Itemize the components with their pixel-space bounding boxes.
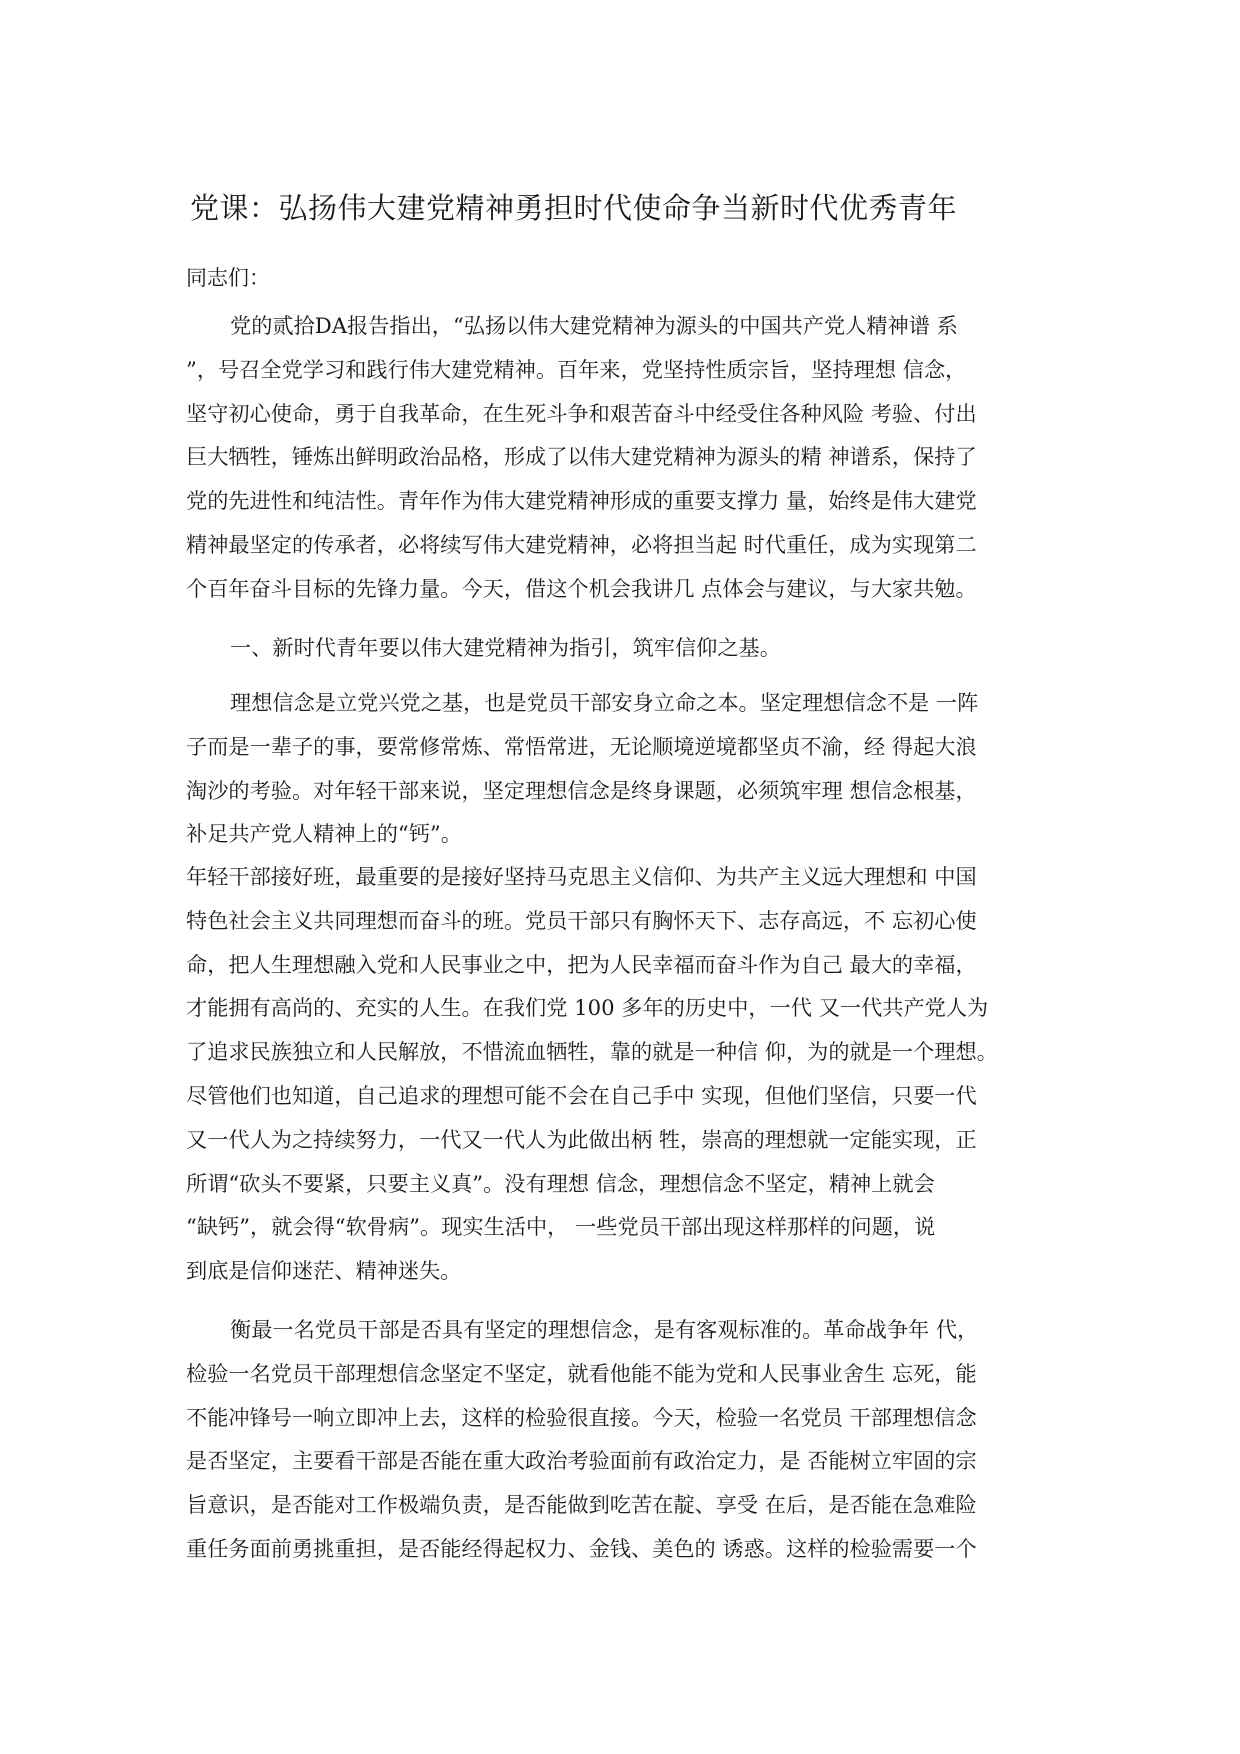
paragraph-line: 到底是信仰迷茫、精神迷失。 bbox=[186, 1258, 462, 1284]
paragraph-line: 是否坚定，主要看干部是否能在重大政治考验面前有政治定力，是 否能树立牢固的宗 bbox=[186, 1448, 977, 1474]
paragraph-ideals bbox=[186, 688, 1066, 863]
paragraph-line: 重任务面前勇挑重担，是否能经得起权力、金钱、美色的 诱惑。这样的检验需要一个 bbox=[186, 1535, 977, 1561]
paragraph-line: 了追求民族独立和人民解放，不惜流血牺牲，靠的就是一种信 仰，为的就是一个理想。 bbox=[186, 1039, 998, 1065]
paragraph-line: 党的贰拾DA报告指出，“弘扬以伟大建党精神为源头的中国共产党人精神谱 系 bbox=[230, 313, 958, 338]
paragraph-line: 理想信念是立党兴党之基，也是党员干部安身立命之本。坚定理想信念不是 一阵 bbox=[230, 690, 979, 715]
paragraph-line: 旨意识，是否能对工作极端负责，是否能做到吃苦在靛、享受 在后，是否能在急难险 bbox=[186, 1492, 977, 1518]
paragraph-line: 特色社会主义共同理想而奋斗的班。党员干部只有胸怀天下、志存高远，不 忘初心使 bbox=[186, 907, 977, 933]
paragraph-line: 个百年奋斗目标的先锋力量。今天，借这个机会我讲几 点体会与建议，与大家共勉。 bbox=[186, 575, 977, 601]
paragraph-standards bbox=[186, 1315, 1066, 1578]
paragraph-line: 又一代人为之持续努力，一代又一代人为此做出柄 牲，崇高的理想就一定能实现，正 bbox=[186, 1126, 977, 1152]
paragraph-line: 衡最一名党员干部是否具有坚定的理想信念，是有客观标准的。革命战争年 代， bbox=[230, 1317, 979, 1342]
paragraph-line: 尽管他们也知道，自己追求的理想可能不会在自己手中 实现，但他们坚信，只要一代 bbox=[186, 1082, 977, 1108]
paragraph-line: “缺钙”，就会得“软骨病”。现实生活中， 一些党员干部出现这样那样的问题，说 bbox=[186, 1214, 936, 1240]
paragraph-line: 子而是一辈子的事，要常修常炼、常悟常进，无论顺境逆境都坚贞不渝，经 得起大浪 bbox=[186, 733, 977, 759]
section-heading bbox=[186, 633, 1066, 677]
paragraph-line: 坚守初心使命，勇于自我革命，在生死斗争和艰苦奋斗中经受住各种风险 考验、付出 bbox=[186, 400, 977, 426]
paragraph-line: 所谓“砍头不要紧，只要主义真”。没有理想 信念，理想信念不坚定，精神上就会 bbox=[186, 1170, 935, 1196]
paragraph-line: 命，把人生理想融入党和人民事业之中，把为人民幸福而奋斗作为自己 最大的幸福， bbox=[186, 951, 977, 977]
section-heading-text: 一、新时代青年要以伟大建党精神为指引，筑牢信仰之基。 bbox=[230, 635, 781, 660]
paragraph-line: 巨大牺牲，锤炼出鲜明政治品格，形成了以伟大建党精神为源头的精 神谱系，保持了 bbox=[186, 444, 977, 470]
paragraph-line: 不能冲锋号一响立即冲上去，这样的检验很直接。今天，检验一名党员 干部理想信念 bbox=[186, 1404, 977, 1430]
paragraph-line: 检验一名党员干部理想信念坚定不坚定，就看他能不能为党和人民事业舍生 忘死，能 bbox=[186, 1360, 977, 1386]
paragraph-line: 淘沙的考验。对年轻干部来说，坚定理想信念是终身课题，必须筑牢理 想信念根基， bbox=[186, 777, 977, 803]
salutation: 同志们： bbox=[186, 266, 270, 290]
paragraph-line: ”，号召全党学习和践行伟大建党精神。百年来，党坚持性质宗旨，坚持理想 信念， bbox=[186, 356, 967, 382]
paragraph-intro bbox=[186, 311, 1066, 618]
paragraph-line: 精神最坚定的传承者，必将续写伟大建党精神，必将担当起 时代重任，成为实现第二 bbox=[186, 531, 977, 557]
document-title: 党课：弘扬伟大建党精神勇担时代使命争当新时代优秀青年 bbox=[190, 191, 958, 225]
paragraph-line: 党的先进性和纯洁性。青年作为伟大建党精神形成的重要支撑力 量，始终是伟大建党 bbox=[186, 488, 977, 514]
paragraph-line: 才能拥有高尚的、充实的人生。在我们党 100 多年的历史中，一代 又一代共产党人为 bbox=[186, 995, 989, 1021]
paragraph-line: 年轻干部接好班，最重要的是接好坚持马克思主义信仰、为共产主义远大理想和 中国 bbox=[186, 864, 977, 889]
paragraph-succession bbox=[186, 862, 1066, 1300]
paragraph-line: 补足共产党人精神上的“钙”。 bbox=[186, 821, 462, 847]
